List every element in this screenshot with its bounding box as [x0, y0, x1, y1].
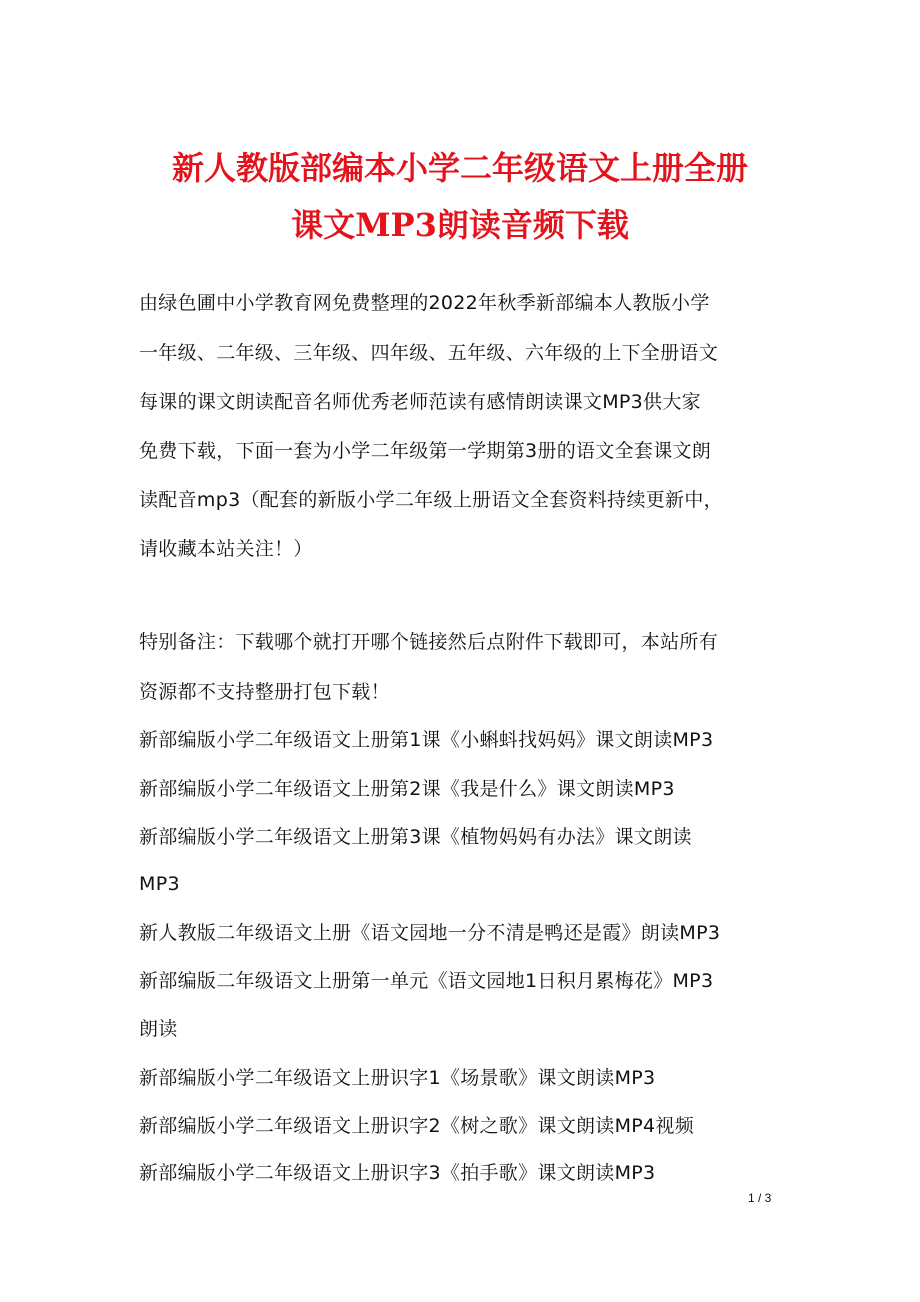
- download-link[interactable]: 新部编版二年级语文上册第一单元《语文园地1日积月累梅花》MP3: [139, 970, 714, 992]
- download-link[interactable]: 新部编版小学二年级语文上册第1课《小蝌蚪找妈妈》课文朗读MP3: [139, 729, 714, 751]
- intro-line: 每课的课文朗读配音名师优秀老师范读有感情朗读课文MP3供大家: [139, 391, 701, 413]
- page-title-line-2: 课文MP3朗读音频下载: [291, 206, 629, 244]
- download-link[interactable]: 新部编版小学二年级语文上册第2课《我是什么》课文朗读MP3: [139, 778, 675, 800]
- note-line: 资源都不支持整册打包下载！: [139, 681, 390, 703]
- download-link[interactable]: 新部编版小学二年级语文上册识字3《拍手歌》课文朗读MP3: [139, 1162, 656, 1184]
- intro-line: 免费下载，下面一套为小学二年级第一学期第3册的语文全套课文朗: [139, 440, 712, 462]
- intro-line: 请收藏本站关注！）: [139, 538, 313, 560]
- download-link-continued[interactable]: MP3: [139, 873, 180, 895]
- download-link[interactable]: 新部编版小学二年级语文上册识字2《树之歌》课文朗读MP4视频: [139, 1115, 695, 1137]
- page-number: 1 / 3: [748, 1191, 772, 1205]
- download-link[interactable]: 新部编版小学二年级语文上册第3课《植物妈妈有办法》课文朗读: [139, 826, 692, 848]
- download-link-continued[interactable]: 朗读: [139, 1018, 178, 1040]
- note-line: 特别备注：下载哪个就打开哪个链接然后点附件下载即可，本站所有: [139, 631, 719, 653]
- intro-line: 读配音mp3（配套的新版小学二年级上册语文全套资料持续更新中，: [139, 489, 723, 511]
- intro-line: 一年级、二年级、三年级、四年级、五年级、六年级的上下全册语文: [139, 342, 719, 364]
- download-link[interactable]: 新部编版小学二年级语文上册识字1《场景歌》课文朗读MP3: [139, 1067, 656, 1089]
- page-title-line-1: 新人教版部编本小学二年级语文上册全册: [171, 149, 748, 187]
- intro-line: 由绿色圃中小学教育网免费整理的2022年秋季新部编本人教版小学: [139, 292, 710, 314]
- download-link[interactable]: 新人教版二年级语文上册《语文园地一分不清是鸭还是霞》朗读MP3: [139, 922, 721, 944]
